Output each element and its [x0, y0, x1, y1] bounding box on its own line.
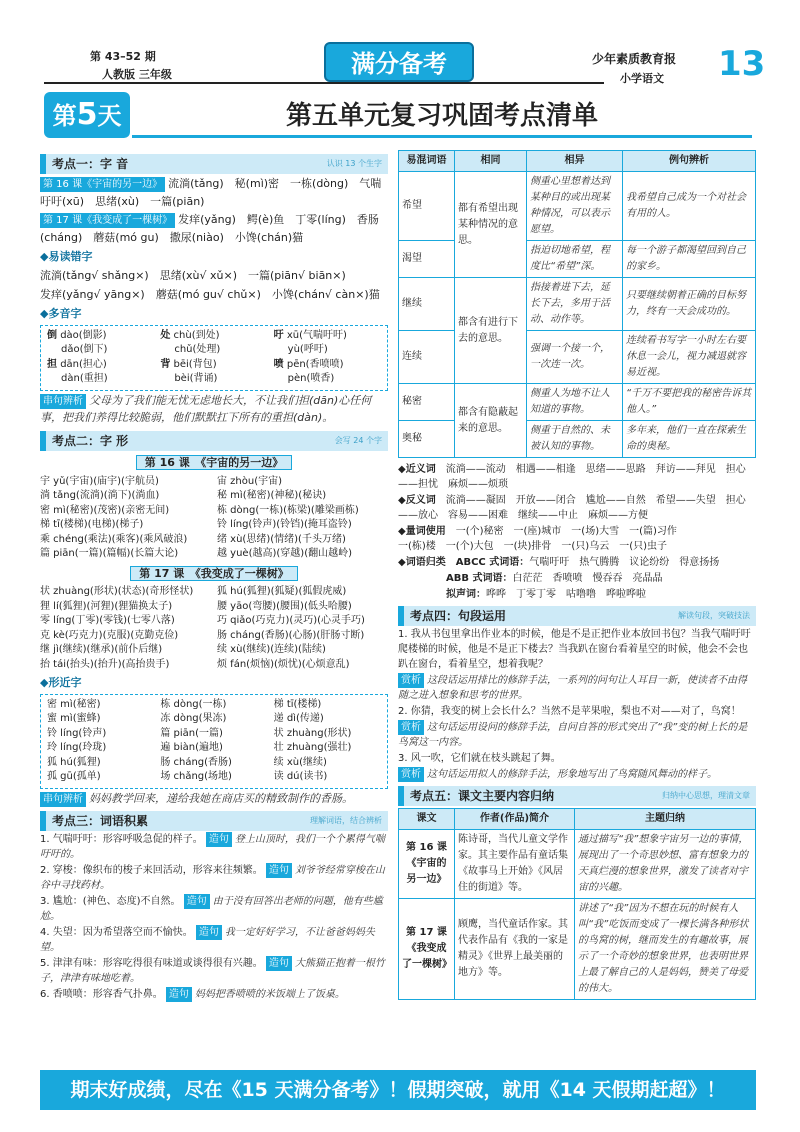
- page-header: [44, 44, 766, 90]
- similar-pair: 梯 tī(楼梯) 递 dì(传递): [273, 698, 324, 725]
- day-pre: 第: [52, 102, 77, 130]
- similar-chars-label: ◆形近字: [40, 676, 82, 690]
- edition-label: 人教版 三年级: [102, 68, 172, 81]
- issue-range: 第 43–52 期: [90, 50, 156, 63]
- k2-label: 考点二：字 形: [52, 433, 129, 448]
- similar-pair: 密 mì(秘密) 蜜 mì(蜜蜂): [47, 698, 101, 725]
- vocab-item: 2. 穿梭：像织布的梭子来回活动，形容来往频繁。 造句 刘爷爷经常穿梭在山谷中寻找药材。: [40, 865, 385, 891]
- k2-note: 会写 24 个字: [334, 435, 382, 445]
- abb-words: ABB 式词语：白茫茫 香喷喷 慢吞吞 亮晶晶: [446, 573, 663, 584]
- page-number: 13: [718, 44, 766, 84]
- k5-note: 归纳中心思想，理清文章: [662, 791, 750, 800]
- word-entry: 秘 mì(秘密)(神秘)(秘诀): [217, 490, 327, 502]
- sentence-q2: 2. 你猜，我变的树上会长什么？当然不是苹果啦，梨也不对——对了，鸟窝！: [398, 706, 741, 717]
- easy-misread-1: 流淌(tǎng√ shǎng×) 思绪(xù√ xǔ×) 一篇(piān√ biān×): [40, 268, 346, 282]
- lesson16-text: 流淌(tǎng) 秘(mì)密 一栋(dòng) 气喘吁吁(xū) 思绪(xù) 一篇(piān): [40, 177, 382, 208]
- similar-chars-box: [40, 694, 388, 789]
- newspaper-name: 少年素质教育报: [592, 52, 677, 66]
- k5-label: 考点五：课文主要内容归纳: [410, 789, 555, 803]
- word-entry: 铃 líng(铃声)(铃铛)(掩耳盗铃): [217, 519, 352, 531]
- table-row: 连续 强调一个接一个，一次连一次。 连续看书写字一小时左右要休息一会儿，视力减退就容易近视。: [399, 331, 756, 384]
- word-entry: 梯 tī(楼梯)(电梯)(梯子): [40, 519, 144, 531]
- vocab-item: 5. 津津有味：形容吃得很有味道或谈得很有兴趣。 造句 大熊猫正抱着一根竹子，津津有味地吃着。: [40, 958, 385, 984]
- word-entry: 淌 tǎng(流淌)(淌下)(淌血): [40, 490, 160, 502]
- chain-tag: 串句辨析: [40, 394, 86, 409]
- table-row: 渴望 指迫切地希望，程度比“希望”深。 每一个游子都渴望回到自己的家乡。: [399, 241, 756, 278]
- polyphone-item: 喷 pēn(香喷喷) pèn(喷香): [273, 358, 344, 385]
- k2-lesson16-words: [40, 475, 388, 562]
- easy-misread-2: 发痒(yǎng√ yāng×) 蘑菇(mó gu√ chǔ×) 小馋(chán√ càn×)猫: [40, 287, 380, 301]
- k2-lesson16-heading: 第 16 课 《宇宙的另一边》: [40, 454, 388, 472]
- vocab-item: 3. 尴尬：(神色、态度)不自然。 造句 由于没有回答出老师的问题，他有些尴尬。: [40, 896, 383, 922]
- polyphone-box: [40, 325, 388, 391]
- k2-chain-sentence: [40, 790, 388, 808]
- onomatopoeia: 拟声词：哗哗 丁零丁零 咕噜噜 哗啦哗啦: [446, 589, 646, 600]
- word-entry: 宇 yǔ(宇宙)(庙宇)(宇航员): [40, 475, 159, 487]
- similar-pair: 铃 líng(铃声) 玲 líng(玲珑): [47, 727, 107, 754]
- table-row: 第 17 课《我变成了一棵树》 顾鹰，当代童话作家。其代表作品有《我的一家是精灵》《世界上最美丽的地方》等。 讲述了“我”因为不想在玩的时候有人叫“我”吃饭而变成了一棵长满各种形状的鸟窝的树，继而发生的有趣故事，展示了一个奇妙的想象世界，也表明世界上最了解自己的人是妈妈，赞美了母爱的伟大。: [399, 899, 756, 1000]
- polyphone-label: ◆多音字: [40, 307, 82, 321]
- sentence-a2: 赏析 这句话运用设问的修辞手法，自问自答的形式突出了“我”变的树上长的是鸟窝这一内容。: [398, 722, 748, 748]
- k1-chain-sentence: [40, 392, 388, 427]
- word-entry: 栋 dòng(一栋)(栋梁)(雕梁画栋): [217, 504, 359, 516]
- header-rule: [44, 82, 604, 84]
- lesson16-tag: 第 16 课《宇宙的另一边》: [40, 177, 165, 192]
- lesson17-text: 发痒(yǎng) 鳄(è)鱼 丁零(líng) 香肠(cháng) 蘑菇(mó gu) 撒尿(niào) 小馋(chán)猫: [40, 213, 379, 244]
- similar-chars-grid: [47, 698, 381, 785]
- word-entry: 零 líng(丁零)(零钱)(七零八落): [40, 615, 175, 627]
- similar-pair: 续 xù(继续) 读 dú(读书): [273, 756, 328, 783]
- word-entry: 克 kè(巧克力)(克服)(克勤克俭): [40, 629, 179, 641]
- section-name: 小学语文: [620, 72, 664, 85]
- section-k1-heading: [40, 154, 388, 174]
- k2-lesson17-words: [40, 585, 388, 672]
- day-number: 5: [76, 97, 98, 132]
- section-k2-heading: [40, 431, 388, 451]
- table-row: 奥秘 侧重于自然的、未被认知的事物。 多年来，他们一直在探索生命的奥秘。: [399, 421, 756, 458]
- similar-pair: 狐 hú(狐狸) 孤 gū(孤单): [47, 756, 101, 783]
- sentence-q3: 3. 风一吹，它们就在枝头跳起了舞。: [398, 753, 561, 764]
- left-column: [40, 150, 388, 1004]
- word-entry: 绪 xù(思绪)(情绪)(千头万绪): [217, 533, 346, 545]
- word-entry: 狸 lí(狐狸)(河狸)(狸猫换太子): [40, 600, 173, 612]
- word-entry: 密 mì(秘密)(茂密)(亲密无间): [40, 504, 170, 516]
- word-entry: 腰 yāo(弯腰)(腰围)(低头哈腰): [217, 600, 352, 612]
- k4-items: [398, 627, 756, 782]
- word-entry: 越 yuè(越高)(穿越)(翻山越岭): [217, 548, 352, 560]
- table-header-row: 易混词语 相同 相异 例句辨析: [399, 151, 756, 172]
- easy-misread-label: ◆易读错字: [40, 250, 93, 264]
- k3-items: [40, 832, 388, 1003]
- lesson17-tag: 第 17 课《我变成了一棵树》: [40, 213, 175, 228]
- polyphone-item: 吁 xū(气喘吁吁) yù(呼吁): [273, 329, 347, 356]
- k1-label: 考点一：字 音: [52, 157, 129, 171]
- word-entry: 狐 hú(狐狸)(狐疑)(狐假虎威): [217, 586, 347, 598]
- vocab-item: 1. 气喘吁吁：形容呼吸急促的样子。 造句 登上山顶时，我们一个个累得气喘吁吁的。: [40, 834, 385, 860]
- vocab-item: 6. 香喷喷：形容香气扑鼻。 造句 妈妈把香喷喷的米饭端上了饭桌。: [40, 989, 345, 1001]
- polyphone-item: 背 bēi(背包) bèi(背诵): [160, 358, 218, 385]
- polyphone-item: 担 dān(担心) dàn(重担): [47, 358, 108, 385]
- table-row: 继续 都含有进行下去的意思。 指接着进下去，延长下去，多用于活动、动作等。 只要继续朝着正确的目标努力，终有一天会成功的。: [399, 278, 756, 331]
- sentence-q1: 1. 我从书包里拿出作业本的时候，他是不是正把作业本放回书包？当我气喘吁吁爬楼梯的时候，他是不是正下楼去？当我趴在窗台看着星空的时候，他会不会也趴在窗台，看着星空，想着我呢？: [398, 629, 751, 670]
- footer-banner: 期末好成绩，尽在《15 天满分备考》！假期突破，就用《14 天假期赶超》！: [40, 1070, 756, 1110]
- chain-text: 妈妈教学回来，递给我她在商店买的精致制作的香肠。: [89, 791, 353, 805]
- brand-logo: 满分备考: [324, 42, 474, 82]
- word-entry: 巧 qiǎo(巧克力)(灵巧)(心灵手巧): [217, 615, 365, 627]
- day-badge: [44, 92, 130, 138]
- word-entry: 烦 fán(烦恼)(烦忧)(心烦意乱): [217, 658, 350, 670]
- table-row: 第 16 课《宇宙的另一边》 陈诗哥，当代儿童文学作家。其主要作品有童话集《故事马上开始》《风居住的街道》等。 通过描写“我”想象宇宙另一边的事情，展现出了一个奇思妙想、富有想象力的天真烂漫的想象世界，激发了读者对宇宙的兴趣。: [399, 830, 756, 899]
- sentence-a1: 赏析 这段话运用排比的修辞手法，一系列的问句让人耳目一新，使读者不由得随之进入想象和思考的世界。: [398, 675, 747, 701]
- polyphone-grid: [47, 329, 381, 387]
- section-k3-heading: [40, 811, 388, 831]
- similar-pair: 肠 cháng(香肠) 场 chǎng(场地): [160, 756, 232, 783]
- table-row: 希望 都有希望出现某种情况的意思。 侧重心里想着达到某种目的或出现某种情况，可以表示愿望。 我希望自己成为一个对社会有用的人。: [399, 172, 756, 241]
- similar-pair: 状 zhuàng(形状) 壮 zhuàng(强壮): [273, 727, 352, 754]
- section-k4-heading: [398, 606, 756, 626]
- k4-label: 考点四：句段运用: [410, 609, 507, 623]
- section-k5-heading: [398, 786, 756, 806]
- word-entry: 续 xù(继续)(连续)(陆续): [217, 644, 326, 656]
- k1-lesson16: [40, 175, 388, 210]
- chain-tag: 串句辨析: [40, 792, 86, 807]
- k3-note: 理解词语，结合辨析: [310, 816, 382, 826]
- similar-pair: 栋 dòng(一栋) 冻 dòng(果冻): [160, 698, 227, 725]
- synonyms: ◆近义词 流淌——流动 相遇——相逢 思绪——思路 拜访——拜见 担心——担忧 麻烦——烦琐: [398, 464, 746, 490]
- k3-label: 考点三：词语积累: [52, 814, 149, 829]
- word-entry: 继 jì(继续)(继承)(前仆后继): [40, 644, 163, 656]
- word-entry: 篇 piān(一篇)(篇幅)(长篇大论): [40, 548, 179, 560]
- k2-lesson17-heading: 第 17 课 《我变成了一棵树》: [40, 565, 388, 583]
- k1-note: 认识 13 个生字: [326, 159, 382, 168]
- word-entry: 肠 cháng(香肠)(心肠)(肝肠寸断): [217, 629, 365, 641]
- table-header-row: 课文 作者(作品)简介 主题归纳: [399, 809, 756, 830]
- word-entry: 乘 chéng(乘法)(乘客)(乘风破浪): [40, 533, 188, 545]
- k4-note: 解读句段，突破技法: [678, 611, 750, 620]
- sentence-a3: 赏析 这句话运用拟人的修辞手法，形象地写出了鸟窝随风舞动的样子。: [398, 767, 756, 782]
- right-column: [398, 150, 756, 1000]
- antonyms: ◆反义词 流淌——凝固 开放——闭合 尴尬——自然 希望——失望 担心——放心 容易——困难 继续——中止 麻烦——方便: [398, 495, 746, 521]
- page-title: 第五单元复习巩固考点清单: [132, 96, 752, 138]
- confusable-words-table: [398, 150, 756, 458]
- chain-text: 父母为了我们能无忧无虑地长大，不让我们担(dān)心任何事，把我们养得比较脆弱，他们默默扛下所有的重担(dàn)。: [40, 393, 372, 425]
- polyphone-item: 倒 dào(倒影) dǎo(倒下): [47, 329, 108, 356]
- polyphone-item: 处 chù(到处) chǔ(处理): [160, 329, 221, 356]
- table-row: 秘密 都含有隐蔽起来的意思。 侧重人为地不让人知道的事物。 “千万不要把我的秘密告诉其他人。”: [399, 384, 756, 421]
- similar-pair: 篇 piān(一篇) 遍 biàn(遍地): [160, 727, 223, 754]
- k1-lesson17: [40, 211, 388, 246]
- day-post: 天: [97, 102, 122, 130]
- word-entry: 状 zhuàng(形状)(状态)(奇形怪状): [40, 586, 194, 598]
- measure-words: ◆量词使用 一(个)秘密 一(座)城市 一(场)大雪 一(篇)习作 一(栋)楼 一(个)大包 一(块)排骨 一(只)乌云 一(只)虫子: [398, 526, 677, 552]
- word-groups: [398, 462, 756, 602]
- lesson-summary-table: [398, 808, 756, 1000]
- word-entry: 宙 zhòu(宇宙): [217, 475, 283, 487]
- word-classification: ◆词语归类 ABCC 式词语：气喘吁吁 热气腾腾 议论纷纷 得意扬扬: [398, 557, 720, 568]
- vocab-item: 4. 失望：因为希望落空而不愉快。 造句 我一定好好学习，不让爸爸妈妈失望。: [40, 927, 375, 953]
- word-entry: 抬 tái(抬头)(抬升)(高抬贵手): [40, 658, 170, 670]
